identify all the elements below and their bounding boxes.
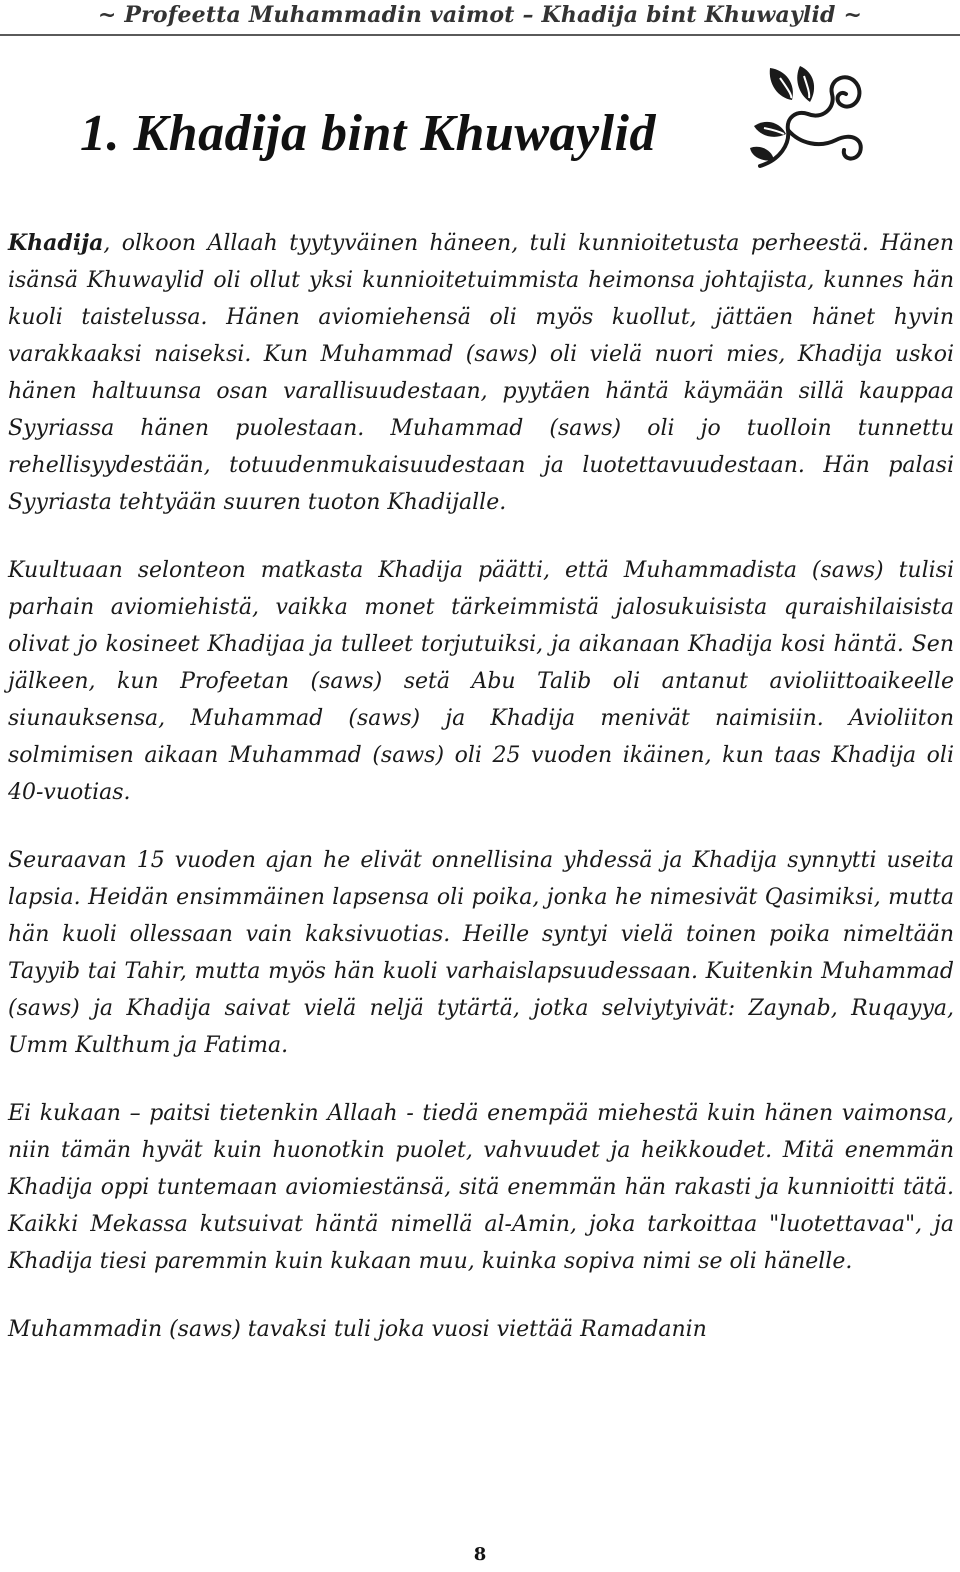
chapter-title: 1. Khadija bint Khuwaylid bbox=[80, 105, 656, 162]
paragraph-5: Muhammadin (saws) tavaksi tuli joka vuosi viettää Ramadanin bbox=[8, 1317, 707, 1342]
floral-vine-ornament-icon bbox=[740, 48, 880, 178]
paragraph-3: Seuraavan 15 vuoden ajan he elivät onnellisina yhdessä ja Khadija synnytti useita lapsia. Heidän ensimmäinen lapsensa oli poika, jonka he nimesivät Qasimiksi, mutta hän kuoli ollessaan vain kaksivuotias. Heille syntyi vielä toinen poika nimeltään Tayyib tai Tahir, mutta myös hän kuoli varhaislapsuudessaan. Kuitenkin Muhammad (saws) ja Khadija saivat vielä neljä tytärtä, jotka selviytyivät: Zaynab, Ruqayya, Umm Kulthum ja Fatima. bbox=[8, 848, 954, 1058]
paragraph-1 bbox=[8, 225, 954, 521]
paragraph-2: Kuultuaan selonteon matkasta Khadija päätti, että Muhammadista (saws) tulisi parhain aviomiehistä, vaikka monet tärkeimmistä jalosukuisista quraishilaisista olivat jo kosineet Khadijaa ja tulleet torjutuiksi, ja aikanaan Khadija kosi häntä. Sen jälkeen, kun Profeetan (saws) setä Abu Talib oli antanut avioliittoaikeelle siunauksensa, Muhammad (saws) ja Khadija menivät naimisiin. Avioliiton solmimisen aikaan Muhammad (saws) oli 25 vuoden ikäinen, kun taas Khadija oli 40-vuotias. bbox=[8, 558, 954, 805]
paragraph-4: Ei kukaan – paitsi tietenkin Allaah - tiedä enempää miehestä kuin hänen vaimonsa, niin tämän hyvät kuin huonotkin puolet, vahvuudet ja heikkoudet. Mitä enemmän Khadija oppi tuntemaan aviomiestänsä, sitä enemmän hän rakasti ja kunnioitti tätä. Kaikki Mekassa kutsuivat häntä nimellä al-Amin, joka tarkoittaa "luotettavaa", ja Khadija tiesi paremmin kuin kukaan muu, kuinka sopiva nimi se oli hänelle. bbox=[8, 1101, 954, 1274]
lead-name: Khadija bbox=[8, 230, 104, 256]
page-number: 8 bbox=[473, 1544, 487, 1565]
article-body bbox=[8, 225, 954, 1348]
header-title: ~ Profeetta Muhammadin vaimot – Khadija bint Khuwaylid ~ bbox=[97, 2, 863, 28]
page-header bbox=[0, 0, 960, 36]
paragraph-text: , olkoon Allaah tyytyväinen häneen, tuli kunnioitetusta perheestä. Hänen isänsä Khuwaylid oli ollut yksi kunnioitetuimmista heimonsa johtajista, kunnes hän kuoli taistelussa. Hänen aviomiehensä oli myös kuollut, jättäen hänet hyvin varakkaaksi naiseksi. Kun Muhammad (saws) oli vielä nuori mies, Khadija uskoi hänen haltuunsa osan varallisuudestaan, pyytäen häntä käymään sillä kauppaa Syyriassa hänen puolestaan. Muhammad (saws) oli jo tuolloin tunnettu rehellisyydestään, totuudenmukaisuudestaan ja luotettavuudestaan. Hän palasi Syyriasta tehtyään suuren tuoton Khadijalle. bbox=[8, 231, 954, 515]
